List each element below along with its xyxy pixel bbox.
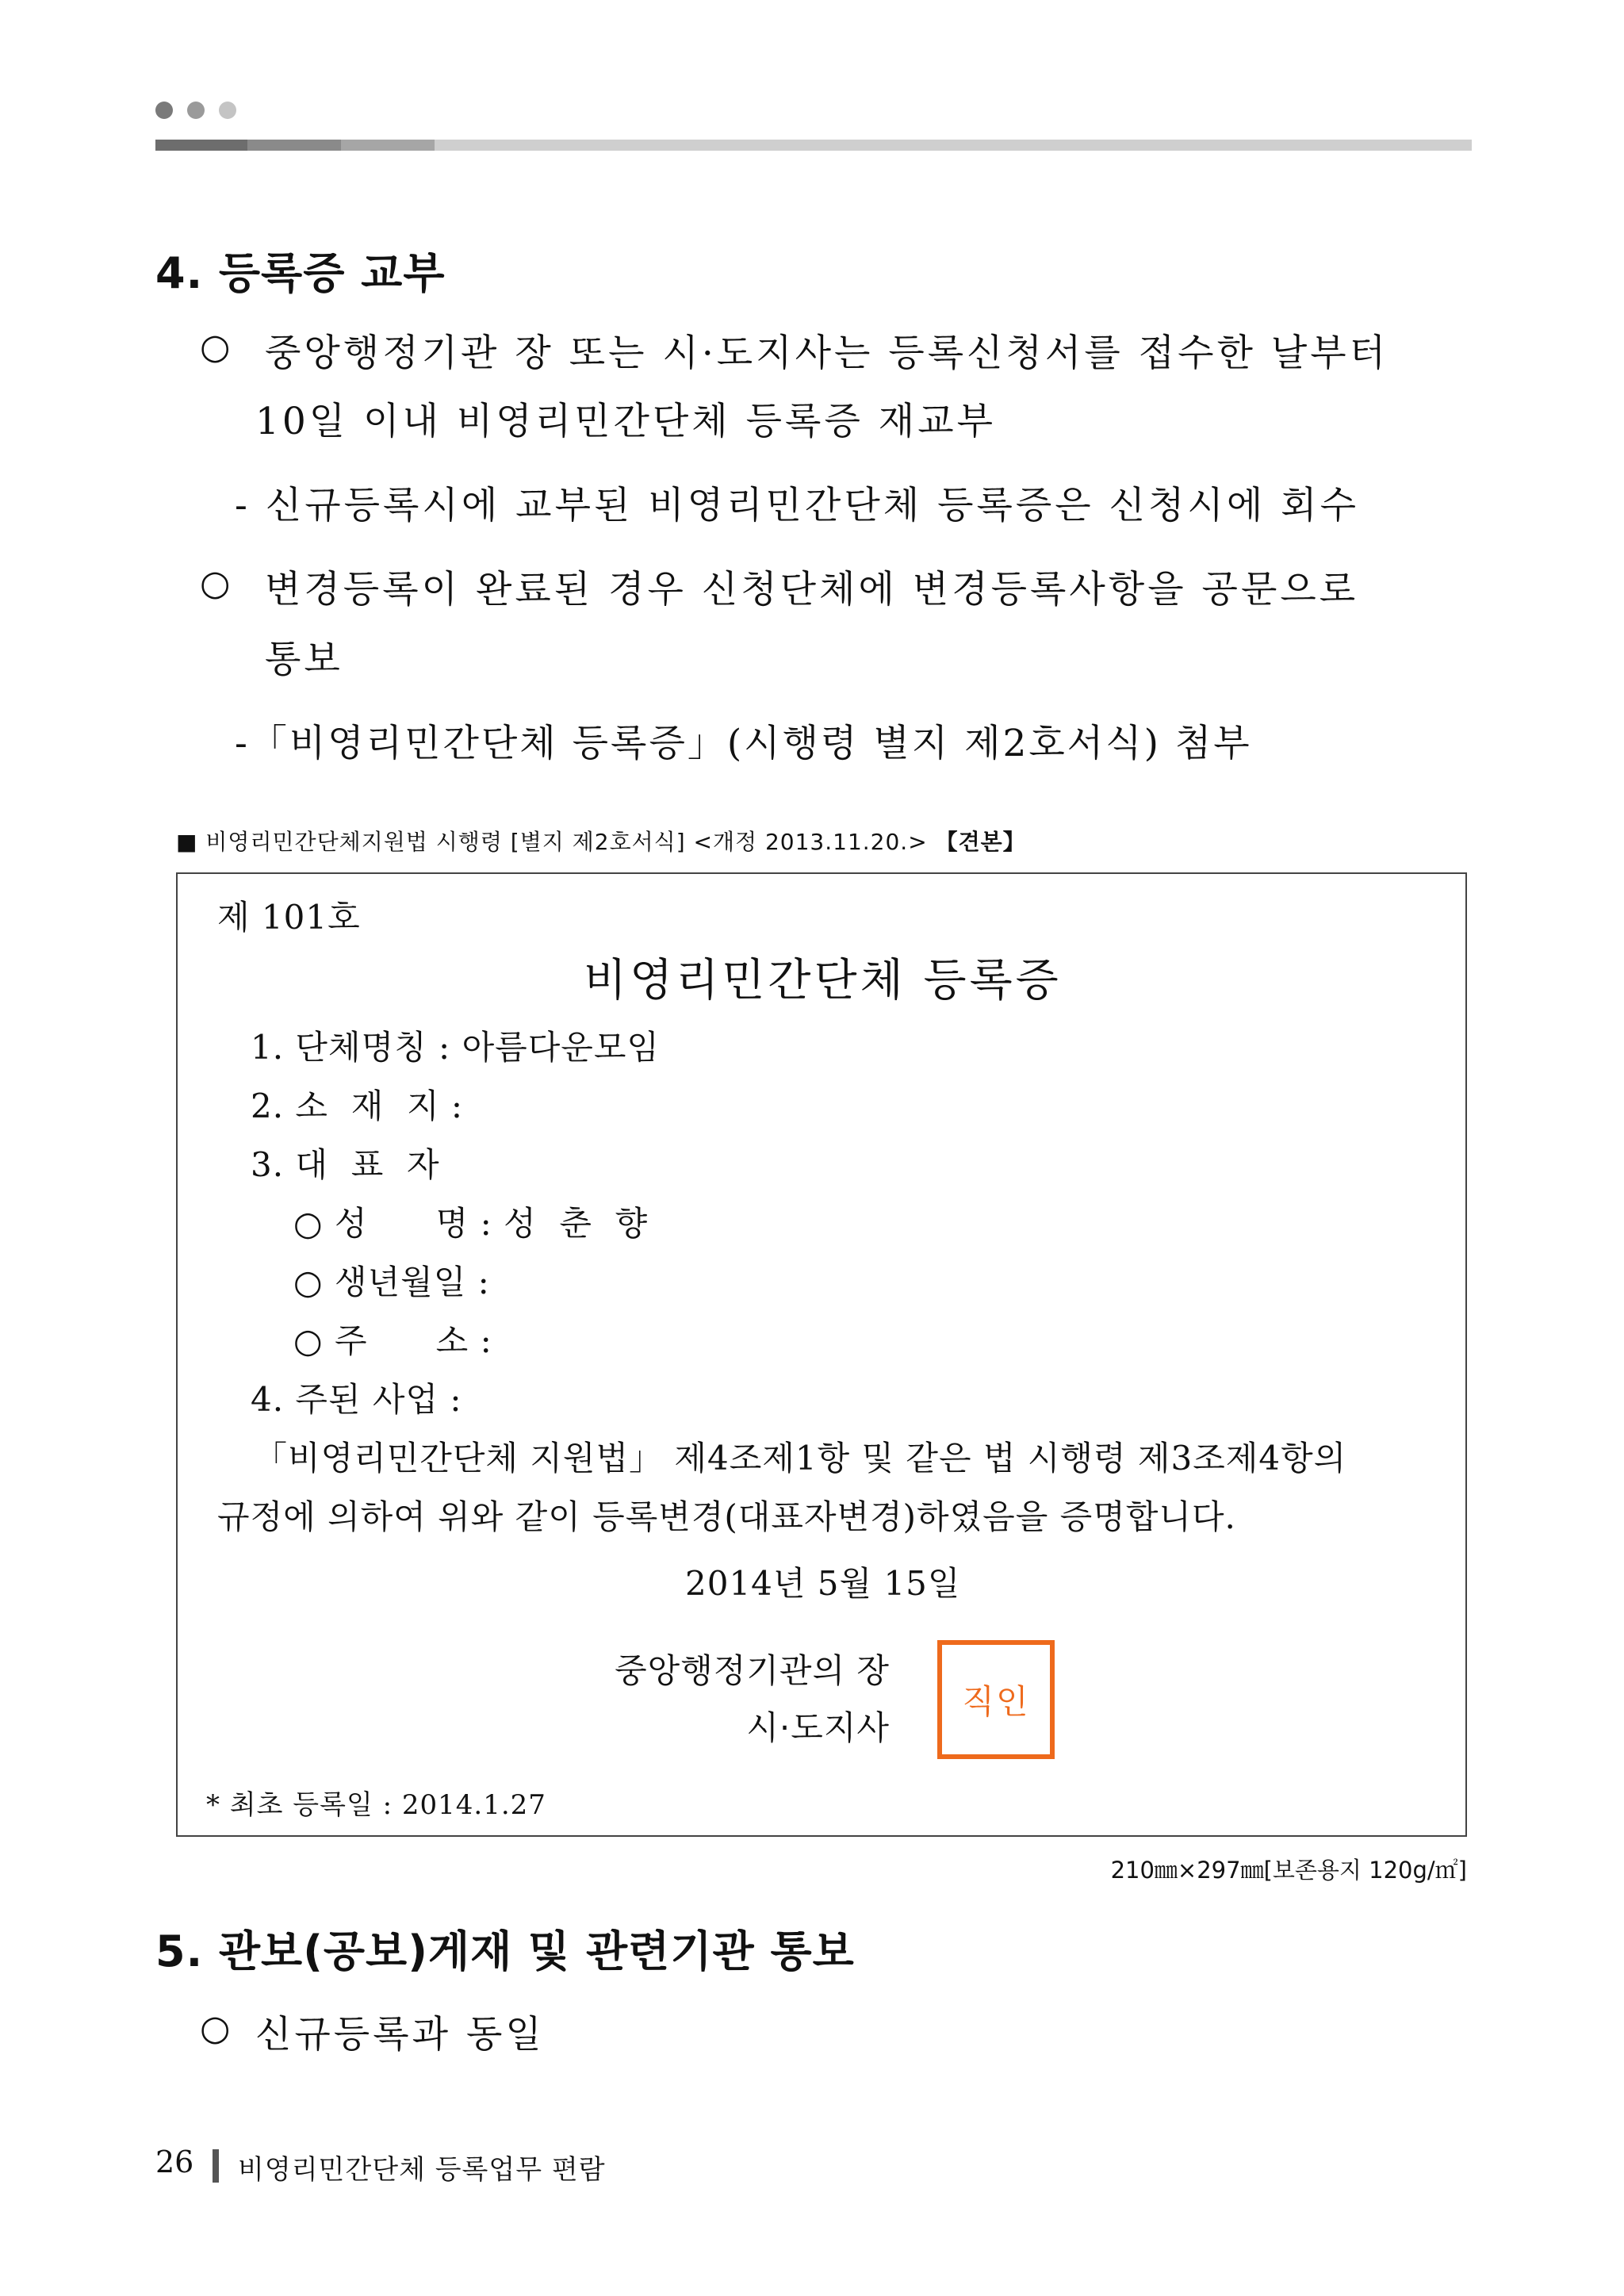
issuer-line-1: 중앙행정기관의 장 <box>615 1651 890 1690</box>
header-bar-rest <box>435 140 1472 151</box>
item-main-business: 4. 주된 사업 : <box>251 1380 462 1419</box>
first-registration-date: * 최초 등록일 : 2014.1.27 <box>206 1789 546 1821</box>
bullet-circle: ○ <box>200 563 231 604</box>
form-caption <box>176 825 1026 857</box>
certificate-title: 비영리민간단체 등록증 <box>584 955 1062 1006</box>
section-4-dash-1: - 신규등록시에 교부된 비영리민간단체 등록증은 신청시에 회수 <box>235 484 1359 527</box>
issue-date: 2014년 5월 15일 <box>685 1564 961 1603</box>
header-bar-segment-2 <box>247 140 341 151</box>
item-location: 2. 소 재 지 : <box>251 1087 464 1125</box>
certificate-number: 제 101호 <box>217 898 361 937</box>
item-organization-name: 1. 단체명칭 : 아름다운모임 <box>251 1028 660 1067</box>
statement-line-2: 규정에 의하여 위와 같이 등록변경(대표자변경)하였음을 증명합니다. <box>217 1497 1236 1536</box>
header-dot-1 <box>155 102 173 119</box>
section-4-bullet-1-line-2: 10일 이내 비영리민간단체 등록증 재교부 <box>255 400 996 443</box>
header-dot-3 <box>219 102 236 119</box>
section-4-bullet-2-line-2: 통보 <box>265 638 343 681</box>
item-representative-address: ○ 주 소 : <box>293 1321 492 1360</box>
section-5-bullet-1: 신규등록과 동일 <box>255 2013 545 2056</box>
page-number: 26 <box>155 2145 194 2179</box>
header-bar-segment-1 <box>155 140 247 151</box>
footer-title: 비영리민간단체 등록업무 편람 <box>238 2154 606 2186</box>
item-representative-birthdate: ○ 생년월일 : <box>293 1263 490 1301</box>
footer-divider <box>213 2149 219 2183</box>
seal-label: 직인 <box>962 1682 1030 1721</box>
section-4-dash-2: -「비영리민간단체 등록증」(시행령 별지 제2호서식) 첨부 <box>235 722 1252 765</box>
header-bar-segment-3 <box>341 140 435 151</box>
official-seal-box <box>937 1640 1055 1759</box>
section-4-bullet-2-line-1: 변경등록이 완료된 경우 신청단체에 변경등록사항을 공문으로 <box>265 568 1359 611</box>
registration-certificate-form <box>176 872 1467 1837</box>
section-4-bullet-1-line-1: 중앙행정기관 장 또는 시·도지사는 등록신청서를 접수한 날부터 <box>265 332 1389 375</box>
form-caption-text: ■ 비영리민간단체지원법 시행령 [별지 제2호서식] <개정 2013.11.20.> <box>176 829 928 855</box>
header-dot-2 <box>187 102 205 119</box>
form-caption-tag: 【견본】 <box>935 829 1026 855</box>
item-representative: 3. 대 표 자 <box>251 1145 440 1184</box>
section-4-heading: 4. 등록증 교부 <box>155 248 446 298</box>
issuer-line-2: 시·도지사 <box>746 1708 890 1747</box>
statement-line-1: 「비영리민간단체 지원법」 제4조제1항 및 같은 법 시행령 제3조제4항의 <box>254 1439 1347 1478</box>
bullet-circle: ○ <box>200 327 231 367</box>
section-5-heading: 5. 관보(공보)게재 및 관련기관 통보 <box>155 1926 855 1976</box>
item-representative-name: ○ 성 명 : 성 춘 향 <box>293 1204 649 1243</box>
bullet-circle: ○ <box>200 2008 231 2049</box>
form-paper-spec: 210㎜×297㎜[보존용지 120g/㎡] <box>1110 1857 1467 1884</box>
